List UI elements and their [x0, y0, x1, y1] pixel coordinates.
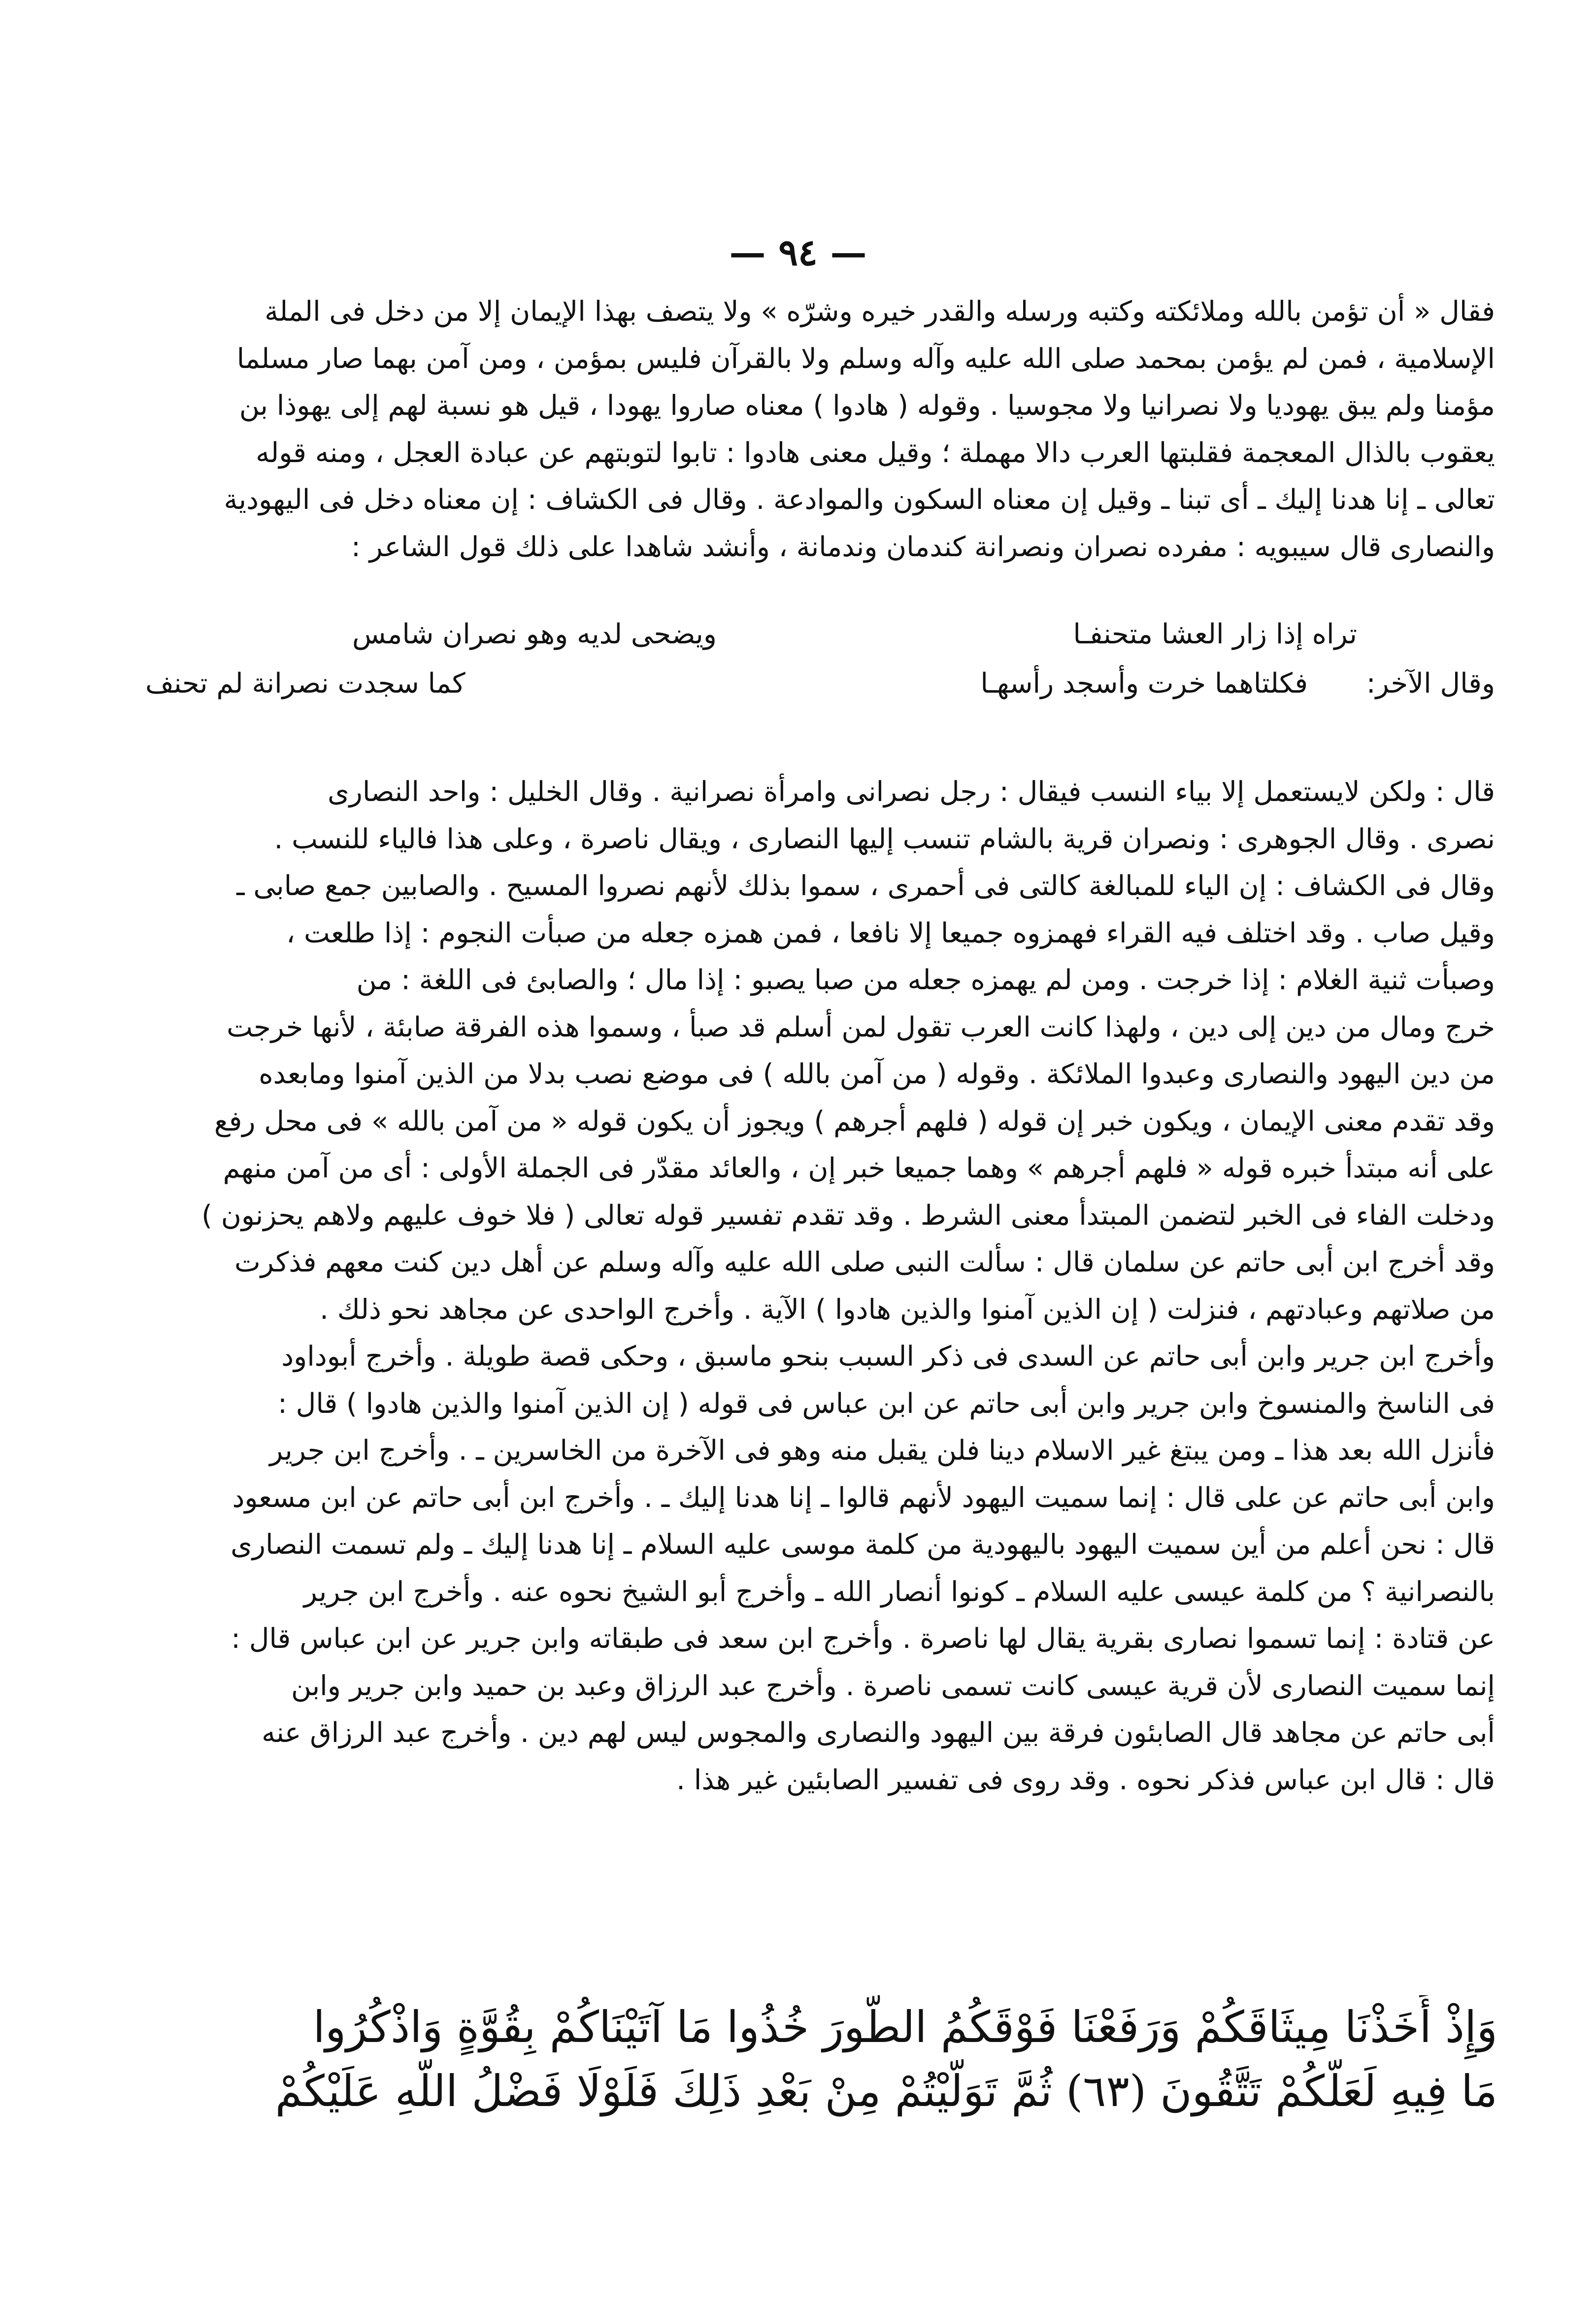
text-line: تعالى ـ إنا هدنا إليك ـ أى تبنا ـ وقيل إن معناه السكون والموادعة . وقال فى الكشاف : إن معناه دخل فى اليهودية [224, 484, 1495, 516]
poem-verse-1 [116, 618, 1495, 663]
text-line: نصرى . وقال الجوهرى : ونصران قرية بالشام تنسب إليها النصارى ، ويقال ناصرة ، وعلى هذا فالياء للنسب . [274, 823, 1495, 855]
verse-1-second-hemistich: ويضحى لديه وهو نصران شامس [352, 618, 717, 650]
text-line: خرج ومال من دين إلى دين ، ولهذا كانت العرب تقول لمن أسلم قد صبأ ، وسموا هذه الفرقة صابئة ، لأنها خرجت [227, 1011, 1495, 1043]
verse-1-first-hemistich: تراه إذا زار العشا متحنفـا [1073, 618, 1357, 650]
quran-line: مَا فِيهِ لَعَلَّكُمْ تَتَّقُونَ (٦٣) ثُمَّ تَوَلَّيْتُمْ مِنْ بَعْدِ ذَلِكَ فَلَوْلَا فَضْلُ اللَّهِ عَلَيْكُمْ [275, 2066, 1497, 2116]
text-line: وقال فى الكشاف : إن الياء للمبالغة كالتى فى أحمرى ، سموا بذلك لأنهم نصروا المسيح . والصابين جمع صابى ـ [236, 870, 1495, 902]
text-line: فأنزل الله بعد هذا ـ ومن يبتغ غير الاسلام دينا فلن يقبل منه وهو فى الآخرة من الخاسرين ـ . وأخرج ابن جرير [269, 1435, 1495, 1467]
text-line: من صلاتهم وعبادتهم ، فنزلت ( إن الذين آمنوا والذين هادوا ) الآية . وأخرج الواحدى عن مجاهد نحو ذلك . [320, 1293, 1495, 1326]
text-line: ودخلت الفاء فى الخبر لتضمن المبتدأ معنى الشرط . وقد تقدم تفسير قوله تعالى ( فلا خوف عليهم ولاهم يحزنون ) [201, 1199, 1495, 1232]
verse-2-intro: وقال الآخر: [1366, 668, 1495, 700]
text-line: من دين اليهود والنصارى وعبدوا الملائكة . وقوله ( من آمن بالله ) فى موضع نصب بدلا من الذين آمنوا ومابعده [259, 1058, 1495, 1090]
text-line: وقد أخرج ابن أبى حاتم عن سلمان قال : سألت النبى صلى الله عليه وآله وسلم عن أهل دين كنت معهم فذكرت [234, 1246, 1495, 1278]
text-line: مؤمنا ولم يبق يهوديا ولا نصرانيا ولا مجوسيا . وقوله ( هادوا ) معناه صاروا يهودا ، قيل هو نسبة لهم إلى يهوذا بن [239, 390, 1495, 422]
text-line: وقد تقدم معنى الإيمان ، ويكون خبر إن قوله ( فلهم أجرهم ) ويجوز أن يكون قوله « من آمن بالله » فى محل رفع [214, 1105, 1495, 1138]
commentary-text-top [116, 288, 1495, 570]
text-line: على أنه مبتدأ خبره قوله « فلهم أجرهم » وهما جميعا خبر إن ، والعائد مقدّر فى الجملة الأولى : أى من آمن منهم [223, 1152, 1495, 1184]
text-line: فى الناسخ والمنسوخ وابن جرير وابن أبى حاتم عن ابن عباس فى قوله ( إن الذين آمنوا والذين هادوا ) قال : [278, 1387, 1495, 1420]
commentary-text-bottom [116, 769, 1495, 1804]
text-line: يعقوب بالذال المعجمة فقلبتها العرب دالا مهملة ؛ وقيل معنى هادوا : تابوا لتوبتهم عن عبادة العجل ، ومنه قوله [256, 436, 1495, 469]
page-number: — ٩٤ — [729, 232, 867, 274]
text-line: قال : نحن أعلم من أين سميت اليهود باليهودية من كلمة موسى عليه السلام ـ إنا هدنا إليك ـ ولم تسمت النصارى [231, 1529, 1495, 1561]
verse-2-second-hemistich: كما سجدت نصرانة لم تحنف [145, 668, 466, 700]
text-line: الإسلامية ، فمن لم يؤمن بمحمد صلى الله عليه وآله وسلم ولا بالقرآن فليس بمؤمن ، ومن آمن بهما صار مسلما [236, 342, 1495, 375]
text-line: عن قتادة : إنما تسموا نصارى بقرية يقال لها ناصرة . وأخرج ابن سعد فى طبقاته وابن جرير عن ابن عباس قال : [231, 1623, 1495, 1655]
quran-line: وَإِذْ أَخَذْنَا مِيثَاقَكُمْ وَرَفَعْنَا فَوْقَكُمُ الطُّورَ خُذُوا مَا آتَيْنَاكُمْ بِقُوَّةٍ وَاذْكُرُوا [313, 2002, 1497, 2052]
text-line: وأخرج ابن جرير وابن أبى حاتم عن السدى فى ذكر السبب بنحو ماسبق ، وحكى قصة طويلة . وأخرج أبوداود [281, 1340, 1495, 1372]
text-line: وصبأت ثنية الغلام : إذا خرجت . ومن لم يهمزه جعله من صبا يصبو : إذا مال ؛ والصابئ فى اللغة : من [356, 964, 1495, 996]
text-line: والنصارى قال سيبويه : مفرده نصران ونصرانة كندمان وندمانة ، وأنشد شاهدا على ذلك قول الشاعر : [351, 531, 1495, 563]
poem-verse-2 [116, 668, 1495, 712]
text-line: إنما سميت النصارى لأن قرية عيسى كانت تسمى ناصرة . وأخرج عبد الرزاق وعبد بن حميد وابن جرير وابن [291, 1670, 1495, 1702]
text-line: وقيل صاب . وقد اختلف فيه القراء فهمزوه جميعا إلا نافعا ، فمن همزه جعله من صبأت النجوم : إذا طلعت ، [286, 917, 1495, 949]
text-line: فقال « أن تؤمن بالله وملائكته وكتبه ورسله والقدر خيره وشرّه » ولا يتصف بهذا الإيمان إلا من دخل فى الملة [265, 296, 1495, 328]
text-line: قال : ولكن لايستعمل إلا بياء النسب فيقال : رجل نصرانى وامرأة نصرانية . وقال الخليل : واحد النصارى [327, 776, 1495, 808]
quran-verse-block [99, 1995, 1497, 2123]
text-line: وابن أبى حاتم عن على قال : إنما سميت اليهود لأنهم قالوا ـ إنا هدنا إليك ـ . وأخرج ابن أبى حاتم عن ابن مسعود [232, 1481, 1495, 1514]
text-line: قال : قال ابن عباس فذكر نحوه . وقد روى فى تفسير الصابئين غير هذا . [676, 1764, 1495, 1796]
text-line: أبى حاتم عن مجاهد قال الصابئون فرقة بين اليهود والنصارى والمجوس ليس لهم دين . وأخرج عبد الرزاق عنه [262, 1717, 1495, 1749]
verse-2-first-hemistich: فكلتاهما خرت وأسجد رأسهـا [980, 668, 1308, 700]
text-line: بالنصرانية ؟ من كلمة عيسى عليه السلام ـ كونوا أنصار الله ـ وأخرج أبو الشيخ نحوه عنه . وأخرج ابن جرير [303, 1575, 1495, 1608]
